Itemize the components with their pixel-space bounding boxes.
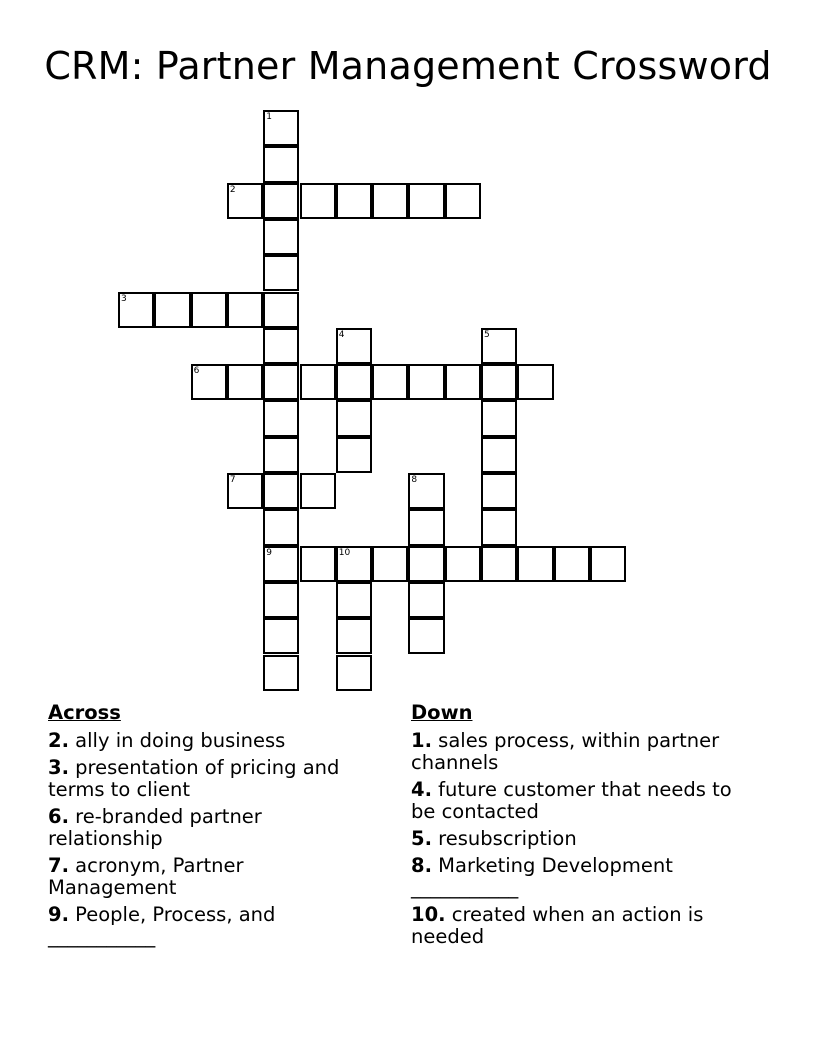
crossword-cell[interactable] <box>263 582 299 618</box>
crossword-cell[interactable] <box>408 618 444 654</box>
crossword-cell[interactable] <box>336 546 372 582</box>
crossword-cell[interactable] <box>445 183 481 219</box>
crossword-cell[interactable] <box>263 400 299 436</box>
crossword-cell[interactable] <box>445 364 481 400</box>
across-clue: 2. ally in doing business <box>48 729 286 752</box>
crossword-cell[interactable] <box>300 546 336 582</box>
crossword-cell[interactable] <box>336 582 372 618</box>
down-clue: 4. future customer that needs to be contacted <box>411 778 732 823</box>
crossword-cell[interactable] <box>300 183 336 219</box>
clue-number: 5 <box>484 329 490 340</box>
crossword-cell[interactable] <box>481 509 517 545</box>
crossword-cell[interactable] <box>336 437 372 473</box>
crossword-cell[interactable] <box>263 219 299 255</box>
crossword-cell[interactable] <box>517 546 553 582</box>
crossword-cell[interactable] <box>408 582 444 618</box>
crossword-cell[interactable] <box>481 328 517 364</box>
clue-number: 2 <box>229 184 236 195</box>
crossword-cell[interactable] <box>408 183 444 219</box>
crossword-cell[interactable] <box>227 364 263 400</box>
down-heading: Down <box>411 701 473 724</box>
down-clue: 8. Marketing Development ___________ <box>411 854 673 899</box>
crossword-cell[interactable] <box>517 364 553 400</box>
crossword-cell[interactable] <box>554 546 590 582</box>
crossword-cell[interactable] <box>263 509 299 545</box>
crossword-cell[interactable] <box>263 328 299 364</box>
crossword-cell[interactable] <box>191 292 227 328</box>
crossword-cell[interactable] <box>263 618 299 654</box>
crossword-cell[interactable] <box>263 255 299 291</box>
across-clue: 9. People, Process, and ___________ <box>48 903 276 948</box>
crossword-cell[interactable] <box>336 364 372 400</box>
crossword-cell[interactable] <box>481 546 517 582</box>
crossword-cell[interactable] <box>300 364 336 400</box>
crossword-cell[interactable] <box>263 546 299 582</box>
down-clue: 5. resubscription <box>411 827 577 850</box>
crossword-cell[interactable] <box>263 146 299 182</box>
crossword-cell[interactable] <box>154 292 190 328</box>
puzzle-title: CRM: Partner Management Crossword <box>44 44 772 88</box>
crossword-cell[interactable] <box>118 292 154 328</box>
clue-number: 10 <box>338 547 351 558</box>
across-clues <box>48 702 378 953</box>
crossword-cell[interactable] <box>590 546 626 582</box>
crossword-cell[interactable] <box>336 183 372 219</box>
crossword-cell[interactable] <box>408 364 444 400</box>
crossword-cell[interactable] <box>263 183 299 219</box>
down-clues <box>411 702 756 953</box>
crossword-cell[interactable] <box>336 328 372 364</box>
crossword-cell[interactable] <box>445 546 481 582</box>
crossword-cell[interactable] <box>227 292 263 328</box>
crossword-cell[interactable] <box>372 364 408 400</box>
crossword-cell[interactable] <box>227 473 263 509</box>
crossword-cell[interactable] <box>481 437 517 473</box>
clue-number: 7 <box>229 475 236 485</box>
across-heading: Across <box>48 701 121 724</box>
crossword-cell[interactable] <box>263 364 299 400</box>
clue-number: 8 <box>411 475 418 485</box>
crossword-cell[interactable] <box>408 509 444 545</box>
across-clue: 3. presentation of pricing and terms to client <box>48 756 340 801</box>
crossword-cell[interactable] <box>263 473 299 509</box>
crossword-cell[interactable] <box>300 473 336 509</box>
down-clue: 1. sales process, within partner channels <box>411 729 720 774</box>
crossword-cell[interactable] <box>372 546 408 582</box>
across-clue: 6. re-branded partner relationship <box>48 805 262 850</box>
crossword-cell[interactable] <box>372 183 408 219</box>
crossword-cell[interactable] <box>336 618 372 654</box>
crossword-cell[interactable] <box>336 655 372 691</box>
crossword-cell[interactable] <box>263 655 299 691</box>
clue-number: 9 <box>266 547 272 558</box>
clue-number: 3 <box>121 293 127 304</box>
clue-number: 4 <box>338 329 345 340</box>
crossword-cell[interactable] <box>263 437 299 473</box>
across-clue: 7. acronym, Partner Management <box>48 854 244 899</box>
crossword-cell[interactable] <box>263 110 299 146</box>
crossword-cell[interactable] <box>191 364 227 400</box>
crossword-cell[interactable] <box>481 364 517 400</box>
crossword-cell[interactable] <box>408 473 444 509</box>
crossword-cell[interactable] <box>481 400 517 436</box>
clue-number: 6 <box>193 366 200 377</box>
crossword-cell[interactable] <box>263 292 299 328</box>
crossword-cell[interactable] <box>336 400 372 436</box>
down-clue: 10. created when an action is needed <box>411 903 704 948</box>
crossword-cell[interactable] <box>408 546 444 582</box>
crossword-cell[interactable] <box>481 473 517 509</box>
crossword-cell[interactable] <box>227 183 263 219</box>
clue-number: 1 <box>266 112 272 122</box>
